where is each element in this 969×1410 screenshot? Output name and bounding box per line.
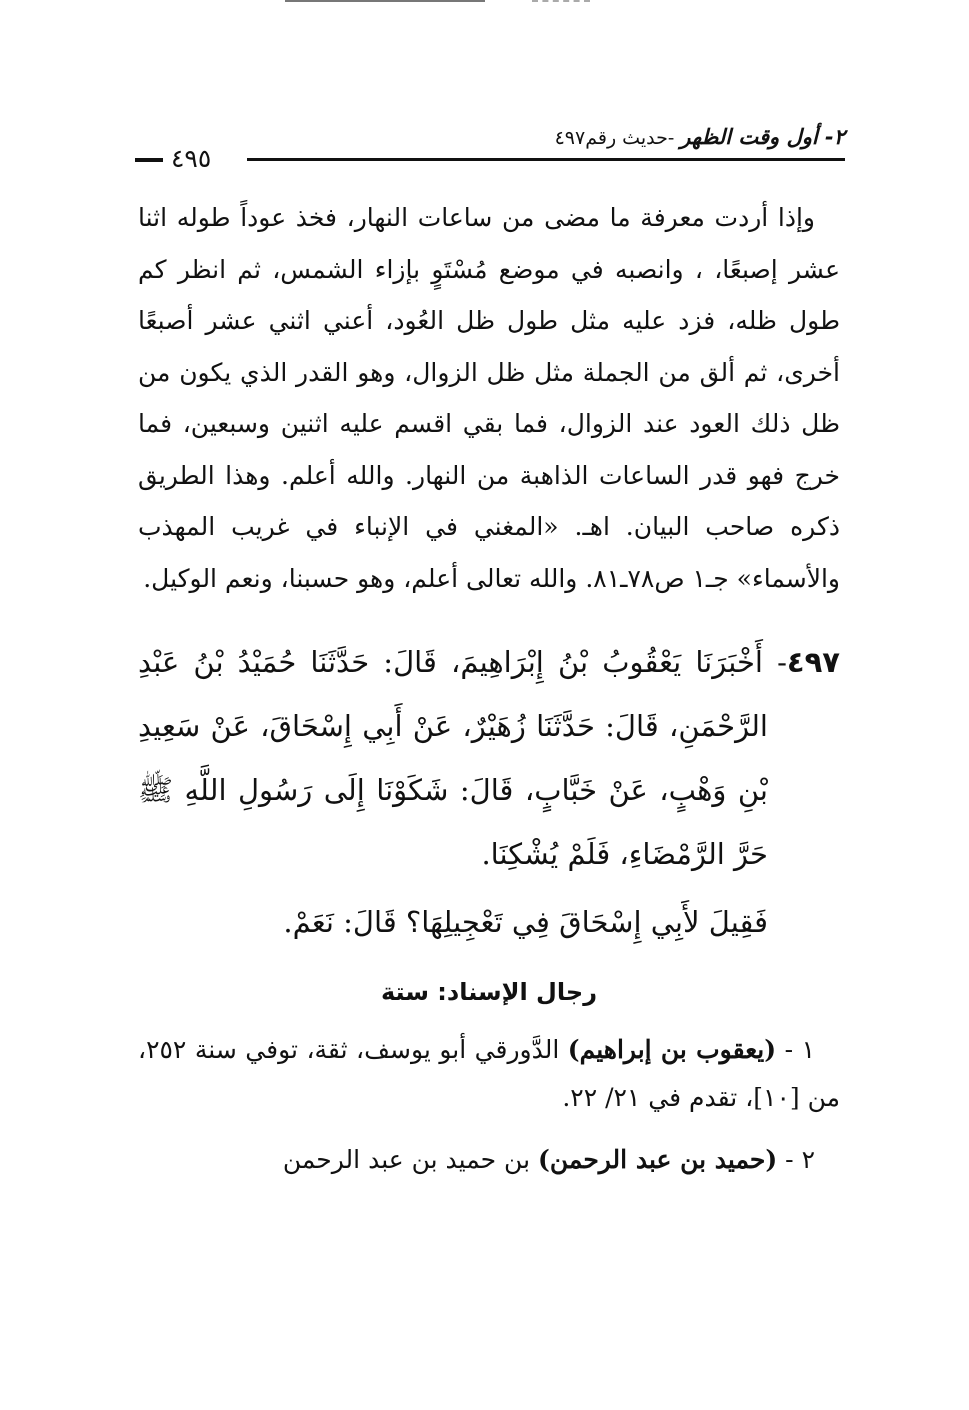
running-title	[555, 122, 845, 153]
narrator-entry	[138, 1136, 840, 1184]
hadith-paragraph	[138, 630, 840, 886]
narrator-separator: -	[776, 1035, 802, 1064]
narrator-separator: -	[777, 1145, 802, 1174]
hadith-text: أَخْبَرَنَا يَعْقُوبُ بْنُ إِبْرَاهِيمَ، قَالَ: حَدَّثَنَا حُمَيْدُ بْنُ عَبْدِ الرَّحْمَنِ، قَالَ: حَدَّثَنَا زُهَيْرٌ، عَنْ أَبِي إِسْحَاقَ، عَنْ سَعِيدِ بْنِ وَهْبٍ، عَنْ خَبَّابٍ، قَالَ: شَكَوْنَا إِلَى رَسُولِ اللَّهِ ﷺ حَرَّ الرَّمْضَاءِ، فَلَمْ يُشْكِنَا.	[138, 645, 768, 871]
chapter-title: ٢- أول وقت الظهر	[680, 125, 845, 149]
hadith-separator: -	[762, 645, 787, 679]
narrator-number: ٢	[801, 1145, 815, 1174]
narrator-text: الدَّورقي أبو يوسف، ثقة، توفي سنة ٢٥٢، من [١٠]، تقدم في ٢١/ ٢٢.	[138, 1035, 840, 1112]
top-edge-rule	[285, 0, 485, 2]
narrator-name: (يعقوب بن إبراهيم)	[567, 1035, 777, 1064]
narrator-name: (حميد بن عبد الرحمن)	[538, 1145, 778, 1174]
hadith-number: ٤٩٧	[786, 645, 840, 679]
top-edge-dots	[532, 0, 590, 2]
page-body	[138, 192, 840, 1198]
page-number-dash	[135, 158, 163, 162]
hadith-reference: -حديث رقم٤٩٧	[554, 127, 681, 149]
narrator-number: ١	[801, 1035, 815, 1064]
page-number: ٤٩٥	[171, 144, 212, 173]
header-rule	[247, 158, 845, 161]
section-heading: رجال الإسناد: ستة	[380, 978, 598, 1006]
hadith-follow-up: فَقِيلَ لأَبِي إِسْحَاقَ فِي تَعْجِيلِهَا؟ قَالَ: نَعَمْ.	[283, 905, 768, 939]
commentary-paragraph: وإذا أردت معرفة ما مضى من ساعات النهار، فخذ عوداً طوله اثنا عشر إصبعًا، ، وانصبه في موضع مُسْتَوٍ بإزاء الشمس، ثم انظر كم طول ظله، فزد عليه مثل طول ظل العُود، أعني اثني عشر أصبعًا أخرى، ثم ألق من الجملة مثل ظل الزوال، وهو القدر الذي يكون من ظل ذلك العود عند الزوال، فما بقي اقسم عليه اثنين وسبعين، فما خرج فهو قدر الساعات الذاهبة من النهار. والله أعلم. وهذا الطريق ذكره صاحب البيان. اهـ. «المغني في الإنباء في غريب المهذب والأسماء» جـ١ ص٧٨ـ٨١. والله تعالى أعلم، وهو حسبنا، ونعم الوكيل.	[138, 203, 840, 593]
page-header	[135, 122, 845, 182]
narrator-text: بن حميد بن عبد الرحمن	[282, 1145, 538, 1174]
narrator-entry	[138, 1026, 840, 1122]
